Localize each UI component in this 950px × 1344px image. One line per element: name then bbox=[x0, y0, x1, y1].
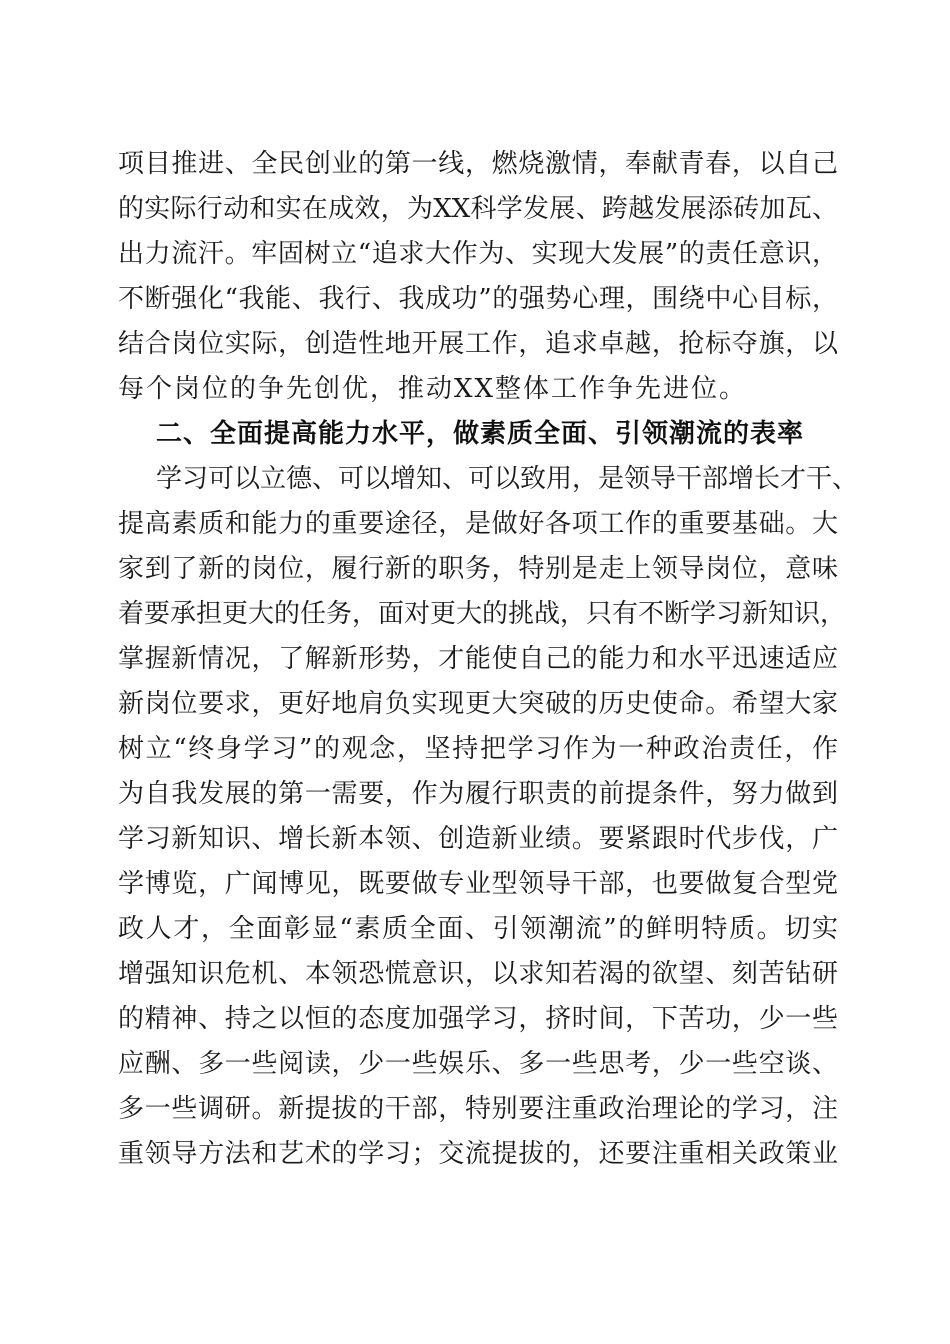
text-line: 学习新知识、增长新本领、创造新业绩。要紧跟时代步伐，广 bbox=[118, 824, 838, 854]
text-line: 应酬、多一些阅读，少一些娱乐、多一些思考，少一些空谈、 bbox=[118, 1049, 838, 1079]
paragraph-continued bbox=[118, 142, 838, 412]
paragraph-two bbox=[118, 457, 859, 1177]
text-line: 掌握新情况，了解新形势，才能使自己的能力和水平迅速适应 bbox=[118, 644, 838, 674]
text-line: 为自我发展的第一需要，作为履行职责的前提条件，努力做到 bbox=[118, 779, 838, 809]
text-line: 每个岗位的争先创优，推动XX整体工作争先进位。 bbox=[118, 374, 748, 404]
text-line: 的实际行动和实在成效，为XX科学发展、跨越发展添砖加瓦、 bbox=[118, 194, 838, 224]
text-line: 多一些调研。新提拔的干部，特别要注重政治理论的学习，注 bbox=[118, 1094, 838, 1124]
text-line: 出力流汗。牢固树立“追求大作为、实现大发展”的责任意识， bbox=[118, 239, 838, 269]
section-heading: 二、全面提高能力水平，做素质全面、引领潮流的表率 bbox=[156, 419, 805, 449]
text-line: 着要承担更大的任务，面对更大的挑战，只有不断学习新知识， bbox=[118, 599, 847, 629]
text-line: 重领导方法和艺术的学习；交流提拔的，还要注重相关政策业 bbox=[118, 1139, 838, 1169]
text-line: 的精神、持之以恒的态度加强学习，挤时间，下苦功，少一些 bbox=[118, 1004, 838, 1034]
text-line: 家到了新的岗位，履行新的职务，特别是走上领导岗位，意味 bbox=[118, 554, 838, 584]
text-line: 项目推进、全民创业的第一线，燃烧激情，奉献青春，以自己 bbox=[118, 149, 838, 179]
text-line: 学习可以立德、可以增知、可以致用，是领导干部增长才干、 bbox=[156, 464, 859, 494]
text-line: 提高素质和能力的重要途径，是做好各项工作的重要基础。大 bbox=[118, 509, 838, 539]
document-body bbox=[118, 142, 859, 1177]
text-line: 新岗位要求，更好地肩负实现更大突破的历史使命。希望大家 bbox=[118, 689, 838, 719]
text-line: 政人才，全面彰显“素质全面、引领潮流”的鲜明特质。切实 bbox=[118, 914, 838, 944]
text-line: 增强知识危机、本领恐慌意识，以求知若渴的欲望、刻苦钻研 bbox=[118, 959, 838, 989]
text-line: 不断强化“我能、我行、我成功”的强势心理，围绕中心目标， bbox=[118, 284, 838, 314]
text-line: 树立“终身学习”的观念，坚持把学习作为一种政治责任，作 bbox=[118, 734, 838, 764]
text-line: 结合岗位实际，创造性地开展工作，追求卓越，抢标夺旗，以 bbox=[118, 329, 838, 359]
text-line: 学博览，广闻博见，既要做专业型领导干部，也要做复合型党 bbox=[118, 869, 838, 899]
